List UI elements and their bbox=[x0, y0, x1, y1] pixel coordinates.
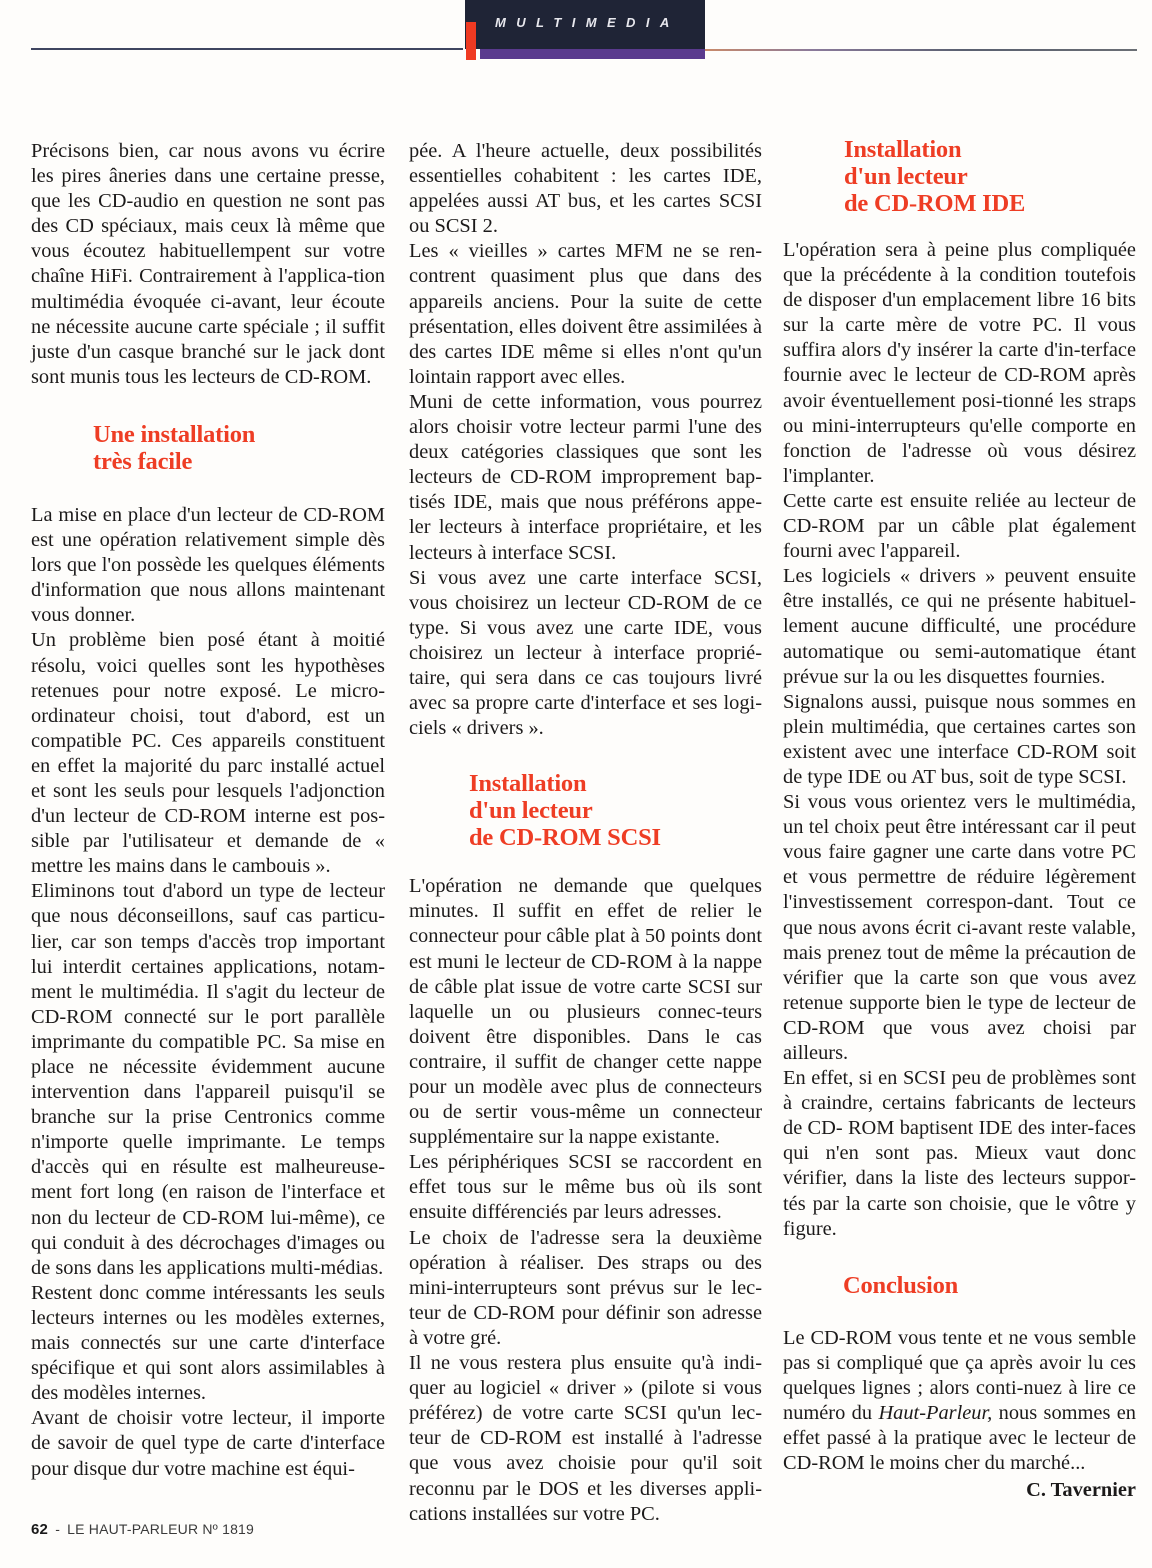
body-paragraph: La mise en place d'un lecteur de CD-ROM est une opération relativement simple dès lors que l'on possède les quelques éléments d'information que nous allons maintenant vous donner. bbox=[31, 503, 385, 627]
conclusion-text: nous sommes en effet passé à la pratique avec le lecteur de CD-ROM le moins cher du marché... bbox=[783, 1402, 1137, 1475]
heading-line: Installation bbox=[844, 136, 962, 163]
body-paragraph: Avant de choisir votre lecteur, il importe de savoir de quel type de carte d'interface pour disque dur votre machine est équi- bbox=[31, 1407, 385, 1480]
heading-line: très facile bbox=[93, 447, 193, 475]
body-paragraph: En effet, si en SCSI peu de problèmes sont à craindre, certains fabricants de lecteurs de CD- ROM baptisent IDE des inter-faces qui n'en sont pas. Mieux vaut donc vérifier, dans la liste des lecteurs suppor-tés par la carte son choisie, que le vôtre y figure. bbox=[783, 1067, 1136, 1240]
body-paragraph: Le choix de l'adresse sera la deuxième opération à réaliser. Des straps ou des mini-interrupteurs sont prévus sur le lec-teur de CD-ROM pour définir son adresse à votre gré. bbox=[409, 1226, 762, 1349]
conclusion-paragraph bbox=[783, 1326, 1136, 1477]
header-rule-right bbox=[705, 49, 1137, 51]
column-left bbox=[31, 139, 385, 1482]
heading-line: de CD-ROM SCSI bbox=[469, 824, 661, 852]
section-label: MULTIMEDIA bbox=[495, 15, 680, 30]
body-paragraph: Muni de cette information, vous pourrez alors choisir votre lecteur parmi l'une des deux catégories classiques que sont les lecteurs de CD-ROM improprement bap-tisés IDE, mais que nous préférons appe-ler lecteurs à interface propriétaire, et les lecteurs à interface SCSI. bbox=[409, 390, 762, 564]
intro-paragraph: Précisons bien, car nous avons vu écrire les pires âneries dans une certaine presse, que les CD-audio en question ne sont pas des CD spéciaux, mais ceux là même que vous écoutez habituellempent sur votre chaîne HiFi. Contrairement à l'applica-tion multimédia évoquée ci-avant, leur écoute ne nécessite aucune carte spéciale ; il suffit juste d'un casque branché sur le jack dont sont munis tous les lecteurs de CD-ROM. bbox=[31, 140, 385, 388]
body-paragraph: Un problème bien posé étant à moitié résolu, voici quelles sont les hypothèses retenues pour notre exposé. Le micro-ordinateur choisi, tout d'abord, est un compatible PC. Ces appareils constituent en effet la majorité du parc installé actuel et sont les seuls pour lesquels l'adjonction d'un lecteur de CD-ROM interne est pos-sible par l'utilisateur et demande de « mettre les mains dans le cambouis ». bbox=[31, 629, 385, 878]
issue-prefix: Nº bbox=[202, 1521, 218, 1537]
footer-separator: - bbox=[55, 1521, 61, 1537]
page-footer bbox=[31, 1521, 254, 1538]
body-paragraph: pée. A l'heure actuelle, deux possibilités essentielles cohabitent : les cartes IDE, appelées aussi AT bus, et les cartes SCSI ou SCSI 2. bbox=[409, 140, 762, 238]
heading-scsi-installation bbox=[469, 770, 762, 851]
heading-line: de CD-ROM IDE bbox=[844, 190, 1026, 217]
heading-line: Installation bbox=[469, 770, 587, 798]
body-paragraph: Les logiciels « drivers » peuvent ensuite être installés, ce qui ne présente habituel-lement aucune difficulté, une procédure automatique ou semi-automatique étant prévue sur la ou les disquettes fournies. bbox=[783, 565, 1136, 688]
heading-line: d'un lecteur bbox=[844, 163, 968, 190]
heading-ide-installation bbox=[844, 136, 1136, 217]
body-paragraph: Si vous vous orientez vers le multimédia, un tel choix peut être intéressant car il peut vous faire gagner une carte dans votre PC et vous permettre de réduire légèrement l'investissement correspon-dant. Tout ce que nous avons écrit ci-avant reste valable, mais prenez tout de même la précaution de vérifier que la carte son que vous avez retenue supporte bien le type de lecteur de CD-ROM que vous avez choisi par ailleurs. bbox=[783, 791, 1136, 1064]
section-header-bar bbox=[480, 49, 705, 59]
heading-line: d'un lecteur bbox=[469, 797, 593, 825]
column-right bbox=[783, 136, 1137, 1503]
issue-number: 1819 bbox=[222, 1521, 255, 1537]
publication-title: LE HAUT-PARLEUR bbox=[67, 1521, 199, 1537]
body-paragraph: Les périphériques SCSI se raccordent en effet tous sur le même bus où ils sont ensuite différenciés par leurs adresses. bbox=[409, 1151, 762, 1224]
heading-line: Une installation bbox=[93, 420, 256, 448]
body-paragraph: Si vous avez une carte interface SCSI, vous choisirez un lecteur CD-ROM de ce type. Si vous avez une carte IDE, vous choisirez un lecteur à interface proprié-taire, qui sera dans ce cas toujours livré avec sa propre carte d'interface et ses logi-ciels « drivers ». bbox=[409, 566, 762, 740]
heading-conclusion: Conclusion bbox=[843, 1271, 959, 1299]
page-number: 62 bbox=[31, 1521, 49, 1538]
column-middle bbox=[409, 139, 762, 1527]
body-paragraph: Eliminons tout d'abord un type de lecteur que nous déconseillons, sauf cas particu-lier, car son temps d'accès trop important lui interdit certaines applications, notam-ment le multimédia. Il s'agit du lecteur de CD-ROM connecté sur le port parallèle imprimante du compatible PC. Sa mise en place ne nécessite évidemment aucune intervention dans l'appareil puisqu'il se branche sur la prise Centronics comme n'importe quelle imprimante. Le temps d'accès qui en résulte est malheureuse-ment fort long (en raison de l'interface et non du lecteur de CD-ROM lui-même), ce qui conduit à des décrochages d'images ou de sons dans les applications multi-médias. bbox=[31, 880, 385, 1279]
body-paragraph: Restent donc comme intéressants les seuls lecteurs internes ou les modèles externes, mais connectés sur une carte d'interface spécifique et qui sont alors assimilables à des modèles internes. bbox=[31, 1281, 385, 1405]
heading-easy-installation bbox=[93, 421, 385, 475]
body-paragraph: Il ne vous restera plus ensuite qu'à indi-quer au logiciel « driver » (pilote si vous préférez) de votre carte SCSI qu'un lec-teur de CD-ROM est installé à l'adresse que vous avez choisie pour qu'il soit reconnu par le DOS et les diverses appli-cations installées sur votre PC. bbox=[409, 1352, 762, 1525]
header-rule-left bbox=[31, 48, 463, 50]
conclusion-text: Le CD-ROM vous tente et ne vous semble pas si compliqué que ça après avoir lu ces quelques lignes ; alors conti-nuez à lire ce numéro du bbox=[783, 1326, 1136, 1425]
publication-name-italic: Haut-Parleur, bbox=[878, 1402, 993, 1425]
section-header-accent bbox=[466, 22, 476, 60]
body-paragraph: Les « vieilles » cartes MFM ne se ren-contrent quasiment plus que dans des appareils anciens. Pour la suite de cette présentation, elles doivent être assimilées à des cartes IDE même si elles n'ont qu'un lointain rapport avec elles. bbox=[409, 240, 762, 388]
body-paragraph: L'opération sera à peine plus compliquée que la précédente à la condition toutefois de disposer d'un emplacement libre 16 bits sur la carte mère de votre PC. Il vous suffira alors d'y insérer la carte d'in-terface fournie avec le lecteur de CD-ROM après avoir éventuellement posi-tionné les straps ou mini-interrupteurs qu'elle comporte en fonction de l'adresse où vous désirez l'implanter. bbox=[783, 239, 1136, 487]
body-paragraph: L'opération ne demande que quelques minutes. Il suffit en effet de relier le connecteur pour câble plat à 50 points dont est muni le lecteur de CD-ROM à la nappe de câble plat issue de votre carte SCSI sur laquelle un ou plusieurs connec-teurs doivent être disponibles. Dans le cas contraire, il suffit de changer cette nappe pour un modèle avec plus de connecteurs ou de sertir vous-même un connecteur supplémentaire sur la nappe existante. bbox=[409, 875, 762, 1149]
author-signature: C. Tavernier bbox=[1026, 1479, 1136, 1502]
body-paragraph: Cette carte est ensuite reliée au lecteur de CD-ROM par un câble plat également fourni avec l'appareil. bbox=[783, 489, 1136, 563]
body-paragraph: Signalons aussi, puisque nous sommes en plein multimédia, que certaines cartes son existent avec une interface CD-ROM soit de type IDE ou AT bus, soit de type SCSI. bbox=[783, 690, 1136, 788]
